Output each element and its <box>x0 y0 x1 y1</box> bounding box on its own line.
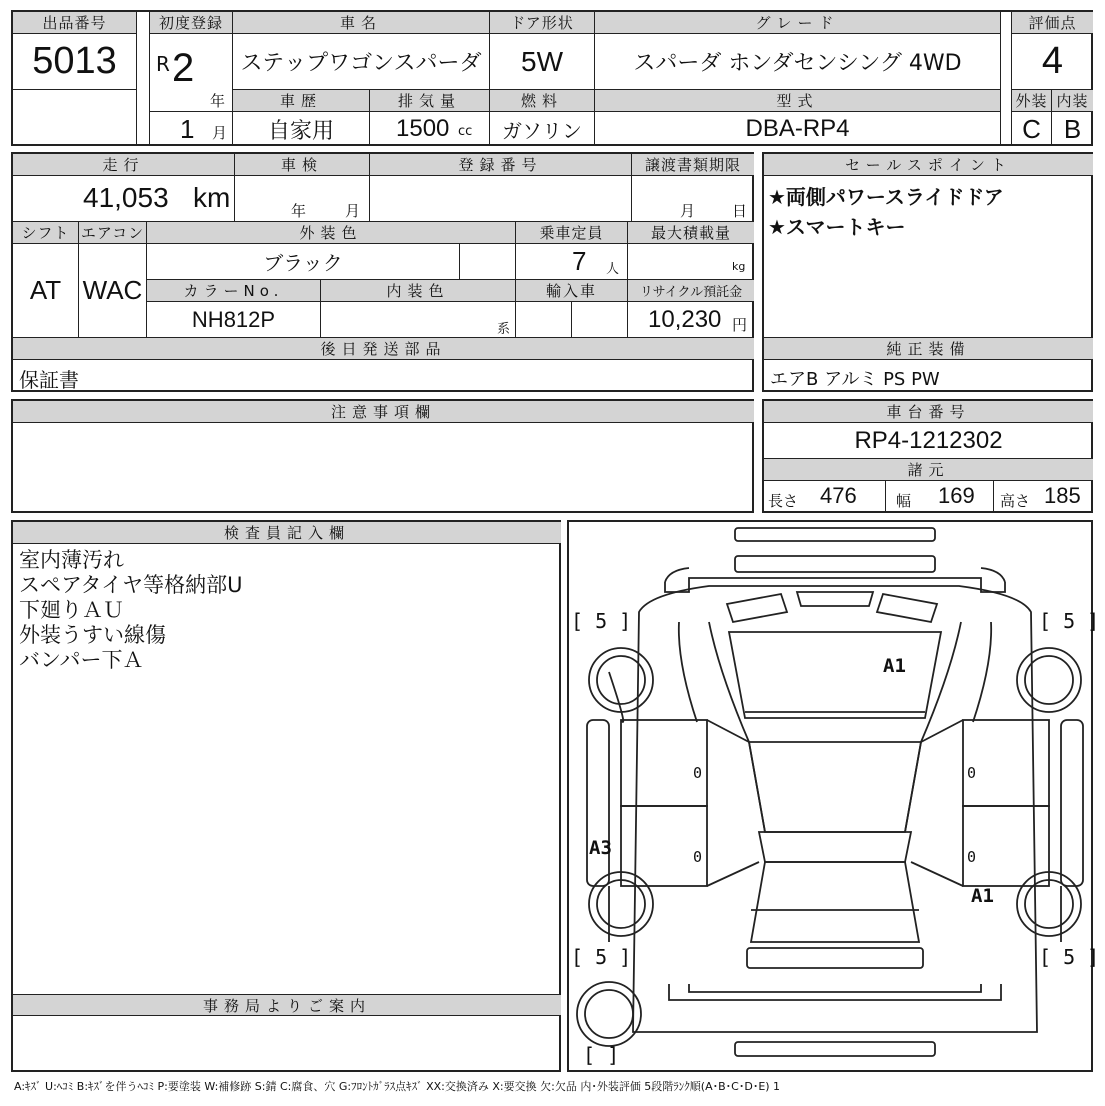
tire-label-spare: [ ] <box>583 1043 620 1067</box>
max-load-header: 最大積載量 <box>628 222 754 244</box>
recycle: 10,230 <box>648 306 722 333</box>
length-label: 長さ <box>768 492 799 510</box>
door-mark-fr: 0 <box>967 848 977 866</box>
inspector-notes <box>19 548 242 673</box>
lot-number: 5013 <box>13 34 137 90</box>
inspector-line: バンパー下Ａ <box>19 648 144 672</box>
notes-header: 注意事項欄 <box>13 401 754 423</box>
ext-color-sub <box>460 244 516 280</box>
lot-blank <box>13 90 137 146</box>
inspection-header: 車検 <box>235 154 370 176</box>
specs-header: 諸元 <box>764 459 1093 481</box>
top-section <box>11 10 1093 146</box>
capacity-cell <box>516 244 628 280</box>
height: 185 <box>1044 483 1081 508</box>
displacement: 1500 <box>396 115 450 142</box>
equipment: エアB アルミ PS PW <box>770 369 940 390</box>
inspector-box <box>11 520 561 1072</box>
capacity: 7 <box>572 246 587 276</box>
transfer-header: 譲渡書類期限 <box>632 154 754 176</box>
first-reg-month <box>149 112 233 146</box>
exterior-header: 外装 <box>1011 90 1052 112</box>
transfer-month-unit: 月 <box>680 202 696 220</box>
max-load-unit: kg <box>732 260 746 273</box>
shift-header: シフト <box>13 222 79 244</box>
door-mark-fl: 0 <box>693 848 703 866</box>
capacity-header: 乗車定員 <box>516 222 628 244</box>
grade: スパーダ ホンダセンシング 4WD <box>595 34 1001 90</box>
displacement-unit: cc <box>458 124 473 139</box>
car-diagram-box <box>567 520 1100 1072</box>
mileage-header: 走行 <box>13 154 235 176</box>
car-name-header: 車名 <box>233 12 490 34</box>
later-parts: 保証書 <box>19 368 79 392</box>
month-unit: 月 <box>212 124 228 142</box>
recycle-cell <box>628 302 754 338</box>
sales-points-header: セールスポイント <box>764 154 1093 176</box>
height-label: 高さ <box>1000 492 1031 510</box>
displacement-cell <box>370 112 490 146</box>
sales-points <box>764 176 1093 338</box>
displacement-header: 排気量 <box>370 90 490 112</box>
inspector-header: 検査員記入欄 <box>13 522 561 544</box>
mileage-cell <box>13 176 235 222</box>
fuel: ガソリン <box>490 112 595 146</box>
first-reg-header: 初度登録 <box>149 12 233 34</box>
exterior-grade: C <box>1011 112 1052 146</box>
mileage: 41,053 <box>83 182 169 213</box>
tire-label-rear-left: [ 5 ] <box>571 609 632 633</box>
ext-color: ブラック <box>147 244 460 280</box>
inspection-year-unit: 年 <box>291 202 307 220</box>
door-mark-rl: 0 <box>693 764 703 782</box>
mileage-unit: km <box>193 182 231 213</box>
chassis-number: RP4-1212302 <box>764 423 1093 459</box>
recycle-header: リサイクル預託金 <box>628 280 754 302</box>
inspection-cell <box>235 176 370 222</box>
recycle-unit: 円 <box>732 316 748 334</box>
length: 476 <box>820 483 857 508</box>
equipment-header: 純正装備 <box>764 338 1093 360</box>
width-label: 幅 <box>896 492 912 510</box>
shift: AT <box>13 244 79 338</box>
chassis-box <box>762 399 1093 513</box>
tire-label-front-right: [ 5 ] <box>1039 945 1100 969</box>
spec-width <box>886 481 994 513</box>
max-load-cell <box>628 244 754 280</box>
registration-cell <box>370 176 632 222</box>
ac: WAC <box>79 244 147 338</box>
tire-label-front-left: [ 5 ] <box>571 945 632 969</box>
transfer-cell <box>632 176 754 222</box>
office-header: 事務局よりご案内 <box>13 994 561 1016</box>
damage-mark-roof: A1 <box>883 655 906 677</box>
model-code: DBA-RP4 <box>595 112 1001 146</box>
legend: A:ｷｽﾞ U:ﾍｺﾐ B:ｷｽﾞを伴うﾍｺﾐ P:要塗装 W:補修跡 S:錆 C:腐食、穴 G:ﾌﾛﾝﾄｶﾞﾗｽ点ｷｽﾞ XX:交換済み X:要交換 欠:欠品 内･外装評価 5段階ﾗﾝｸ順(A･B･C･D･E) 1 <box>14 1080 781 1093</box>
sales-point-box <box>762 152 1093 392</box>
door-header: ドア形状 <box>490 12 595 34</box>
transfer-day-unit: 日 <box>732 202 748 220</box>
interior-grade: B <box>1063 113 1082 144</box>
first-reg-year <box>149 34 233 112</box>
lot-header: 出品番号 <box>13 12 137 34</box>
year-unit: 年 <box>210 92 226 110</box>
import-cell-a <box>516 302 572 338</box>
grade-header: グレード <box>595 12 1001 34</box>
int-color-header: 内装色 <box>321 280 516 302</box>
ext-color-header: 外装色 <box>147 222 516 244</box>
capacity-unit: 人 <box>606 262 620 277</box>
history: 自家用 <box>233 112 370 146</box>
interior-header: 内装 <box>1052 90 1093 112</box>
door-type: 5W <box>490 34 595 90</box>
score-header: 評価点 <box>1011 12 1093 34</box>
color-no-header: カラーNo. <box>147 280 321 302</box>
sales-point-item: ★スマートキー <box>768 215 906 239</box>
car-name: ステップワゴンスパーダ <box>233 34 490 90</box>
inspection-month-unit: 月 <box>345 202 361 220</box>
width: 169 <box>938 483 975 508</box>
reg-year: 2 <box>172 46 195 90</box>
history-header: 車歴 <box>233 90 370 112</box>
inspector-line: スペアタイヤ等格納部U <box>19 573 243 597</box>
inspector-line: 室内薄汚れ <box>19 548 124 572</box>
later-parts-header: 後日発送部品 <box>13 338 754 360</box>
tire-label-rear-right: [ 5 ] <box>1039 609 1100 633</box>
sales-point-item: ★両側パワースライドドア <box>768 185 1004 209</box>
import-cell-b <box>572 302 628 338</box>
score: 4 <box>1011 34 1093 90</box>
vehicle-info <box>11 152 754 392</box>
era: R <box>156 52 170 76</box>
notes-box <box>11 399 754 513</box>
inspector-line: 下廻りＡＵ <box>19 598 124 622</box>
int-color-unit: 系 <box>497 322 511 337</box>
reg-month: 1 <box>180 114 195 144</box>
color-no: NH812P <box>147 302 321 338</box>
inspector-line: 外装うすい線傷 <box>19 623 166 647</box>
fuel-header: 燃料 <box>490 90 595 112</box>
int-color-cell <box>321 302 516 338</box>
spec-length <box>764 481 886 513</box>
chassis-header: 車台番号 <box>764 401 1093 423</box>
import-header: 輸入車 <box>516 280 628 302</box>
spec-height <box>994 481 1093 513</box>
registration-header: 登録番号 <box>370 154 632 176</box>
damage-mark-front-right: A1 <box>971 885 994 907</box>
damage-mark-left: A3 <box>589 837 612 859</box>
ac-header: エアコン <box>79 222 147 244</box>
car-diagram <box>569 522 1100 1070</box>
door-mark-rr: 0 <box>967 764 977 782</box>
model-header: 型式 <box>595 90 1001 112</box>
